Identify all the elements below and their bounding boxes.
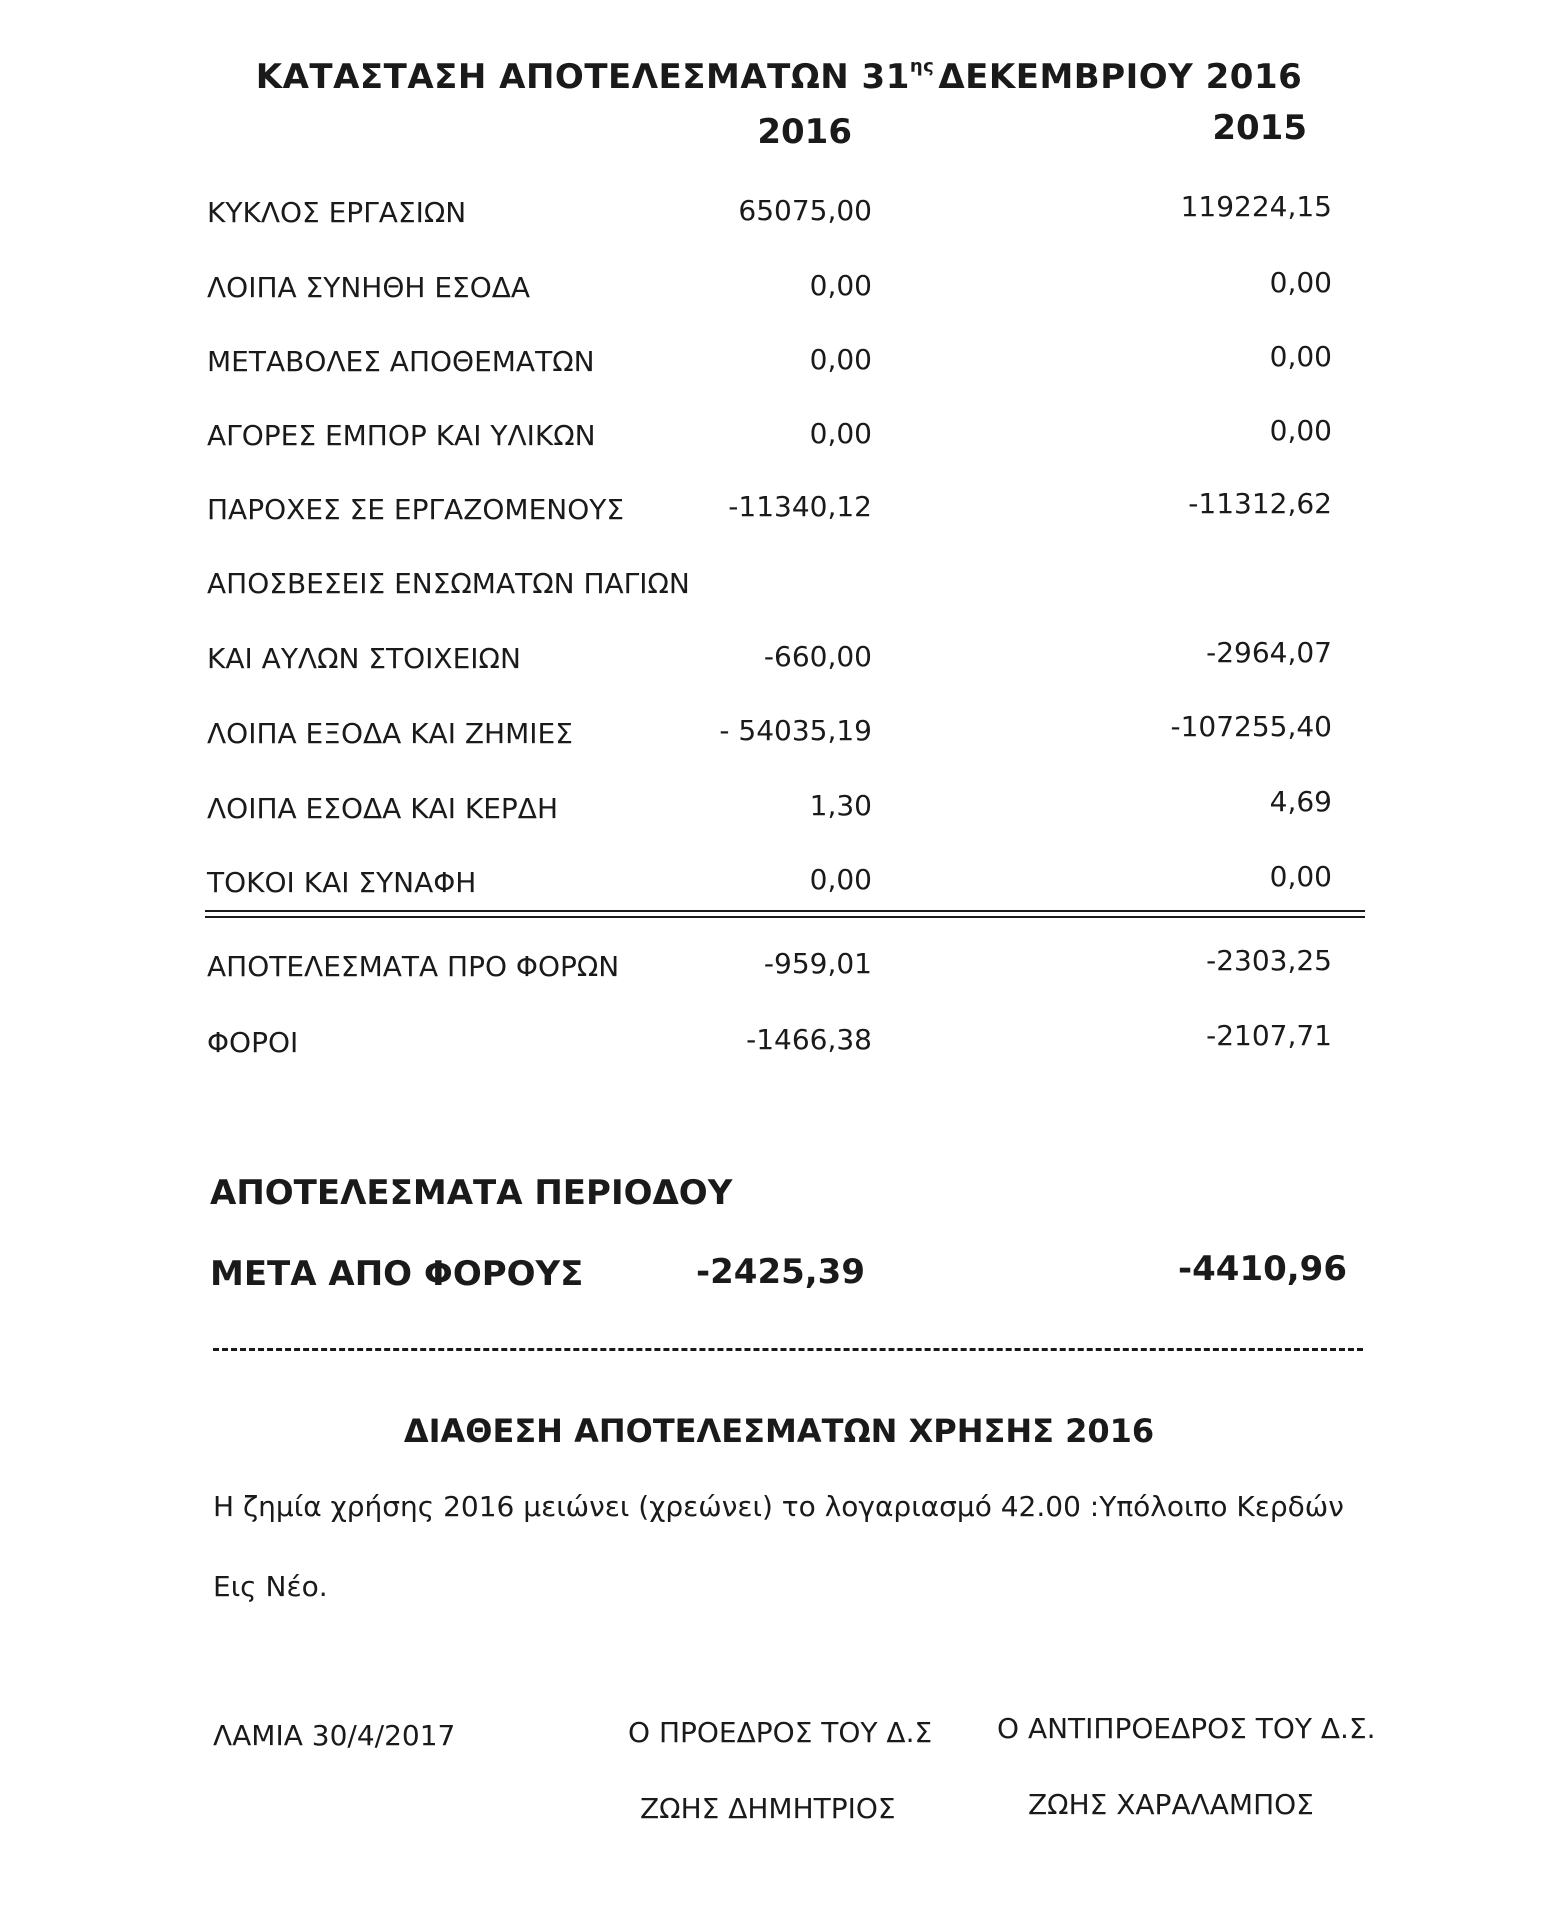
row-label: ΑΓΟΡΕΣ ΕΜΠΟΡ ΚΑΙ ΥΛΙΚΩΝ [207,419,596,452]
row-value-2015: 0,00 [1269,340,1332,373]
result-value-2015: -4410,96 [1178,1249,1347,1289]
row-label: ΑΠΟΤΕΛΕΣΜΑΤΑ ΠΡΟ ΦΟΡΩΝ [207,950,620,983]
row-value-2016: -11340,12 [728,490,872,523]
row-label: ΤΟΚΟΙ ΚΑΙ ΣΥΝΑΦΗ [207,866,477,899]
row-value-2016: -660,00 [763,640,872,673]
column-header-2016: 2016 [757,112,852,152]
row-label: ΚΑΙ ΑΥΛΩΝ ΣΤΟΙΧΕΙΩΝ [207,642,521,675]
row-label: ΑΠΟΣΒΕΣΕΙΣ ΕΝΣΩΜΑΤΩΝ ΠΑΓΙΩΝ [207,567,690,600]
dashed-separator [213,1348,1363,1351]
row-value-2016: 1,30 [809,789,872,822]
row-value-2016: -1466,38 [746,1023,872,1056]
result-label-line1: ΑΠΟΤΕΛΕΣΜΑΤΑ ΠΕΡΙΟΔΟΥ [210,1173,733,1213]
vice-president-name: ΖΩΗΣ ΧΑΡΑΛΑΜΠΟΣ [1028,1788,1314,1821]
president-title: Ο ΠΡΟΕΔΡΟΣ ΤΟΥ Δ.Σ [628,1716,933,1749]
row-value-2015: -107255,40 [1170,710,1332,743]
distribution-text-line1: Η ζημία χρήσης 2016 μειώνει (χρεώνει) το λογαριασμό 42.00 :Υπόλοιπο Κερδών [213,1490,1344,1523]
total-rule-bottom [205,916,1365,918]
row-label: ΜΕΤΑΒΟΛΕΣ ΑΠΟΘΕΜΑΤΩΝ [207,345,595,378]
result-label-line2: ΜΕΤΑ ΑΠΟ ΦΟΡΟΥΣ [210,1254,584,1294]
title-superscript: ης [909,56,935,77]
row-label: ΛΟΙΠΑ ΕΣΟΔΑ ΚΑΙ ΚΕΡΔΗ [207,792,559,825]
distribution-title: ΔΙΑΘΕΣΗ ΑΠΟΤΕΛΕΣΜΑΤΩΝ ΧΡΗΣΗΣ 2016 [403,1412,1155,1450]
row-value-2016: 65075,00 [738,194,872,227]
column-header-2015: 2015 [1212,108,1307,148]
vice-president-title: Ο ΑΝΤΙΠΡΟΕΔΡΟΣ ΤΟΥ Δ.Σ. [997,1712,1376,1745]
row-value-2016: 0,00 [809,269,872,302]
row-value-2015: 119224,15 [1180,190,1332,223]
row-value-2015: -2964,07 [1206,636,1332,669]
result-value-2016: -2425,39 [696,1252,865,1292]
row-label: ΠΑΡΟΧΕΣ ΣΕ ΕΡΓΑΖΟΜΕΝΟΥΣ [207,493,625,526]
total-rule-top [205,910,1365,912]
row-value-2015: 4,69 [1269,785,1332,818]
row-value-2016: 0,00 [809,863,872,896]
row-value-2015: -11312,62 [1188,487,1332,520]
document-title [0,56,1558,97]
row-label: ΚΥΚΛΟΣ ΕΡΓΑΣΙΩΝ [207,196,467,229]
row-value-2015: -2303,25 [1206,944,1332,977]
row-value-2016: - 54035,19 [719,714,872,747]
row-value-2015: 0,00 [1269,414,1332,447]
place-date: ΛΑΜΙΑ 30/4/2017 [213,1719,456,1752]
row-label: ΛΟΙΠΑ ΣΥΝΗΘΗ ΕΣΟΔΑ [207,271,531,304]
distribution-text-line2: Εις Νέο. [213,1570,328,1603]
president-name: ΖΩΗΣ ΔΗΜΗΤΡΙΟΣ [640,1792,896,1825]
title-prefix: ΚΑΤΑΣΤΑΣΗ ΑΠΟΤΕΛΕΣΜΑΤΩΝ 31 [255,57,910,97]
row-value-2016: 0,00 [809,343,872,376]
row-value-2015: 0,00 [1269,266,1332,299]
row-value-2016: -959,01 [763,947,872,980]
title-suffix: ΔΕΚΕΜΒΡΙΟΥ 2016 [938,57,1303,97]
row-label: ΦΟΡΟΙ [207,1026,299,1059]
row-value-2015: -2107,71 [1206,1019,1332,1052]
row-value-2015: 0,00 [1269,860,1332,893]
row-value-2016: 0,00 [809,417,872,450]
row-label: ΛΟΙΠΑ ΕΞΟΔΑ ΚΑΙ ΖΗΜΙΕΣ [207,717,573,750]
